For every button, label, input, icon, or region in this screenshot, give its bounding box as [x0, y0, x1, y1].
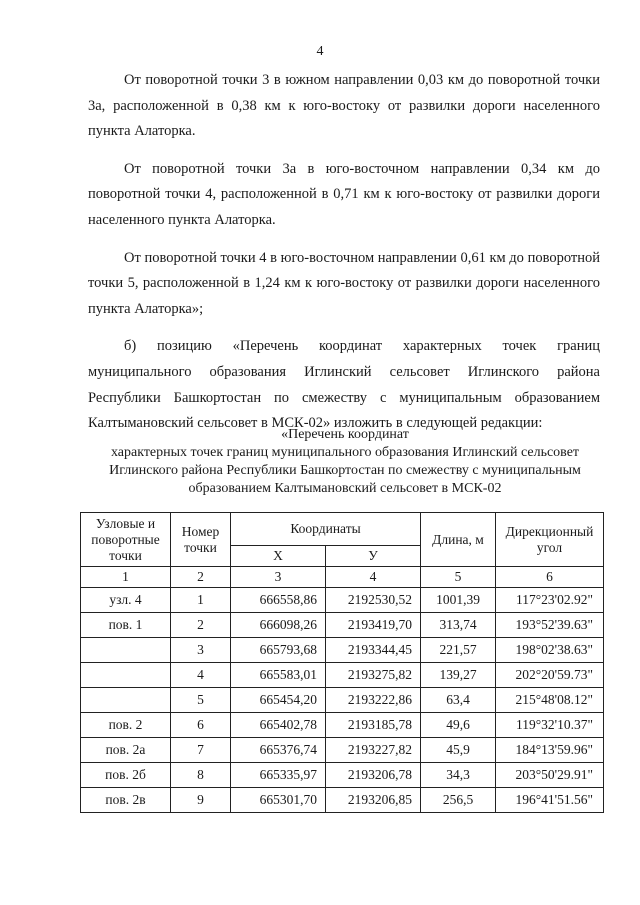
- cell-x: 666098,26: [231, 613, 326, 638]
- paragraph-4: б) позицию «Перечень координат характерных точек границ муниципального образования Иглинский сельсовет Иглинского района Республики Башкортостан по смежеству с муниципальным образованием Калтымановский сельсовет в МСК-02» изложить в следующей редакции:: [88, 338, 600, 432]
- column-number: 1: [81, 567, 171, 588]
- cell-y: 2193227,82: [326, 738, 421, 763]
- paragraph-2: От поворотной точки 3а в юго-восточном направлении 0,34 км до поворотной точки 4, расположенной в 0,71 км к юго-востоку от развилки дороги населенного пункта Алаторка.: [88, 160, 600, 228]
- column-number: 3: [231, 567, 326, 588]
- table-row: [81, 788, 604, 813]
- table-row: [81, 638, 604, 663]
- cell-length: 1001,39: [421, 588, 496, 613]
- cell-angle: 198°02'38.63": [496, 638, 604, 663]
- column-number: 2: [171, 567, 231, 588]
- cell-length: 34,3: [421, 763, 496, 788]
- header-angle: Дирекционный угол: [496, 513, 604, 567]
- cell-x: 666558,86: [231, 588, 326, 613]
- cell-x: 665793,68: [231, 638, 326, 663]
- header-nodes: Узловые и поворотные точки: [81, 513, 171, 567]
- table-row: [81, 588, 604, 613]
- cell-node: [81, 688, 171, 713]
- column-number: 4: [326, 567, 421, 588]
- cell-length: 49,6: [421, 713, 496, 738]
- cell-x: 665454,20: [231, 688, 326, 713]
- header-number: Номер точки: [171, 513, 231, 567]
- cell-length: 45,9: [421, 738, 496, 763]
- cell-y: 2192530,52: [326, 588, 421, 613]
- table-title-line: «Перечень координат: [281, 427, 409, 442]
- cell-number: 7: [171, 738, 231, 763]
- table-row: [81, 663, 604, 688]
- table-title-line: Иглинского района Республики Башкортостан по смежеству с муниципальным: [109, 463, 581, 478]
- cell-node: пов. 2б: [81, 763, 171, 788]
- cell-y: 2193206,78: [326, 763, 421, 788]
- cell-length: 63,4: [421, 688, 496, 713]
- cell-length: 139,27: [421, 663, 496, 688]
- cell-x: 665335,97: [231, 763, 326, 788]
- cell-number: 3: [171, 638, 231, 663]
- table-title-line: образованием Калтымановский сельсовет в МСК-02: [188, 481, 502, 496]
- table-body: [81, 588, 604, 813]
- header-y: У: [326, 546, 421, 567]
- column-number: 5: [421, 567, 496, 588]
- cell-length: 221,57: [421, 638, 496, 663]
- cell-angle: 117°23'02.92": [496, 588, 604, 613]
- cell-number: 9: [171, 788, 231, 813]
- cell-y: 2193185,78: [326, 713, 421, 738]
- header-x: Х: [231, 546, 326, 567]
- cell-x: 665376,74: [231, 738, 326, 763]
- table-row: [81, 763, 604, 788]
- cell-number: 1: [171, 588, 231, 613]
- cell-angle: 196°41'51.56": [496, 788, 604, 813]
- column-number: 6: [496, 567, 604, 588]
- cell-y: 2193275,82: [326, 663, 421, 688]
- body-text: [88, 68, 600, 437]
- cell-angle: 203°50'29.91": [496, 763, 604, 788]
- cell-y: 2193344,45: [326, 638, 421, 663]
- cell-y: 2193206,85: [326, 788, 421, 813]
- cell-angle: 215°48'08.12": [496, 688, 604, 713]
- table-row: [81, 713, 604, 738]
- cell-number: 8: [171, 763, 231, 788]
- header-coords: Координаты: [231, 513, 421, 546]
- table-title: [80, 426, 610, 498]
- paragraph-1: От поворотной точки 3 в южном направлении 0,03 км до поворотной точки 3а, расположенной в 0,38 км к юго-востоку от развилки дороги населенного пункта Алаторка.: [88, 72, 600, 140]
- table-row: [81, 688, 604, 713]
- cell-number: 4: [171, 663, 231, 688]
- cell-x: 665301,70: [231, 788, 326, 813]
- table-row: [81, 613, 604, 638]
- cell-x: 665402,78: [231, 713, 326, 738]
- page-number: 4: [316, 44, 324, 59]
- header-length: Длина, м: [421, 513, 496, 567]
- cell-angle: 193°52'39.63": [496, 613, 604, 638]
- cell-number: 5: [171, 688, 231, 713]
- cell-node: пов. 2: [81, 713, 171, 738]
- cell-y: 2193222,86: [326, 688, 421, 713]
- coordinates-table: [80, 512, 604, 813]
- table-row: [81, 738, 604, 763]
- cell-y: 2193419,70: [326, 613, 421, 638]
- cell-number: 2: [171, 613, 231, 638]
- cell-node: узл. 4: [81, 588, 171, 613]
- cell-x: 665583,01: [231, 663, 326, 688]
- cell-node: [81, 638, 171, 663]
- cell-angle: 119°32'10.37": [496, 713, 604, 738]
- cell-number: 6: [171, 713, 231, 738]
- cell-node: пов. 1: [81, 613, 171, 638]
- table-title-line: характерных точек границ муниципального образования Иглинский сельсовет: [110, 445, 580, 460]
- cell-angle: 202°20'59.73": [496, 663, 604, 688]
- cell-angle: 184°13'59.96": [496, 738, 604, 763]
- cell-length: 256,5: [421, 788, 496, 813]
- cell-node: пов. 2а: [81, 738, 171, 763]
- cell-node: пов. 2в: [81, 788, 171, 813]
- cell-node: [81, 663, 171, 688]
- cell-length: 313,74: [421, 613, 496, 638]
- paragraph-3: От поворотной точки 4 в юго-восточном направлении 0,61 км до поворотной точки 5, расположенной в 1,24 км к юго-востоку от развилки дороги населенного пункта Алаторка»;: [88, 249, 600, 317]
